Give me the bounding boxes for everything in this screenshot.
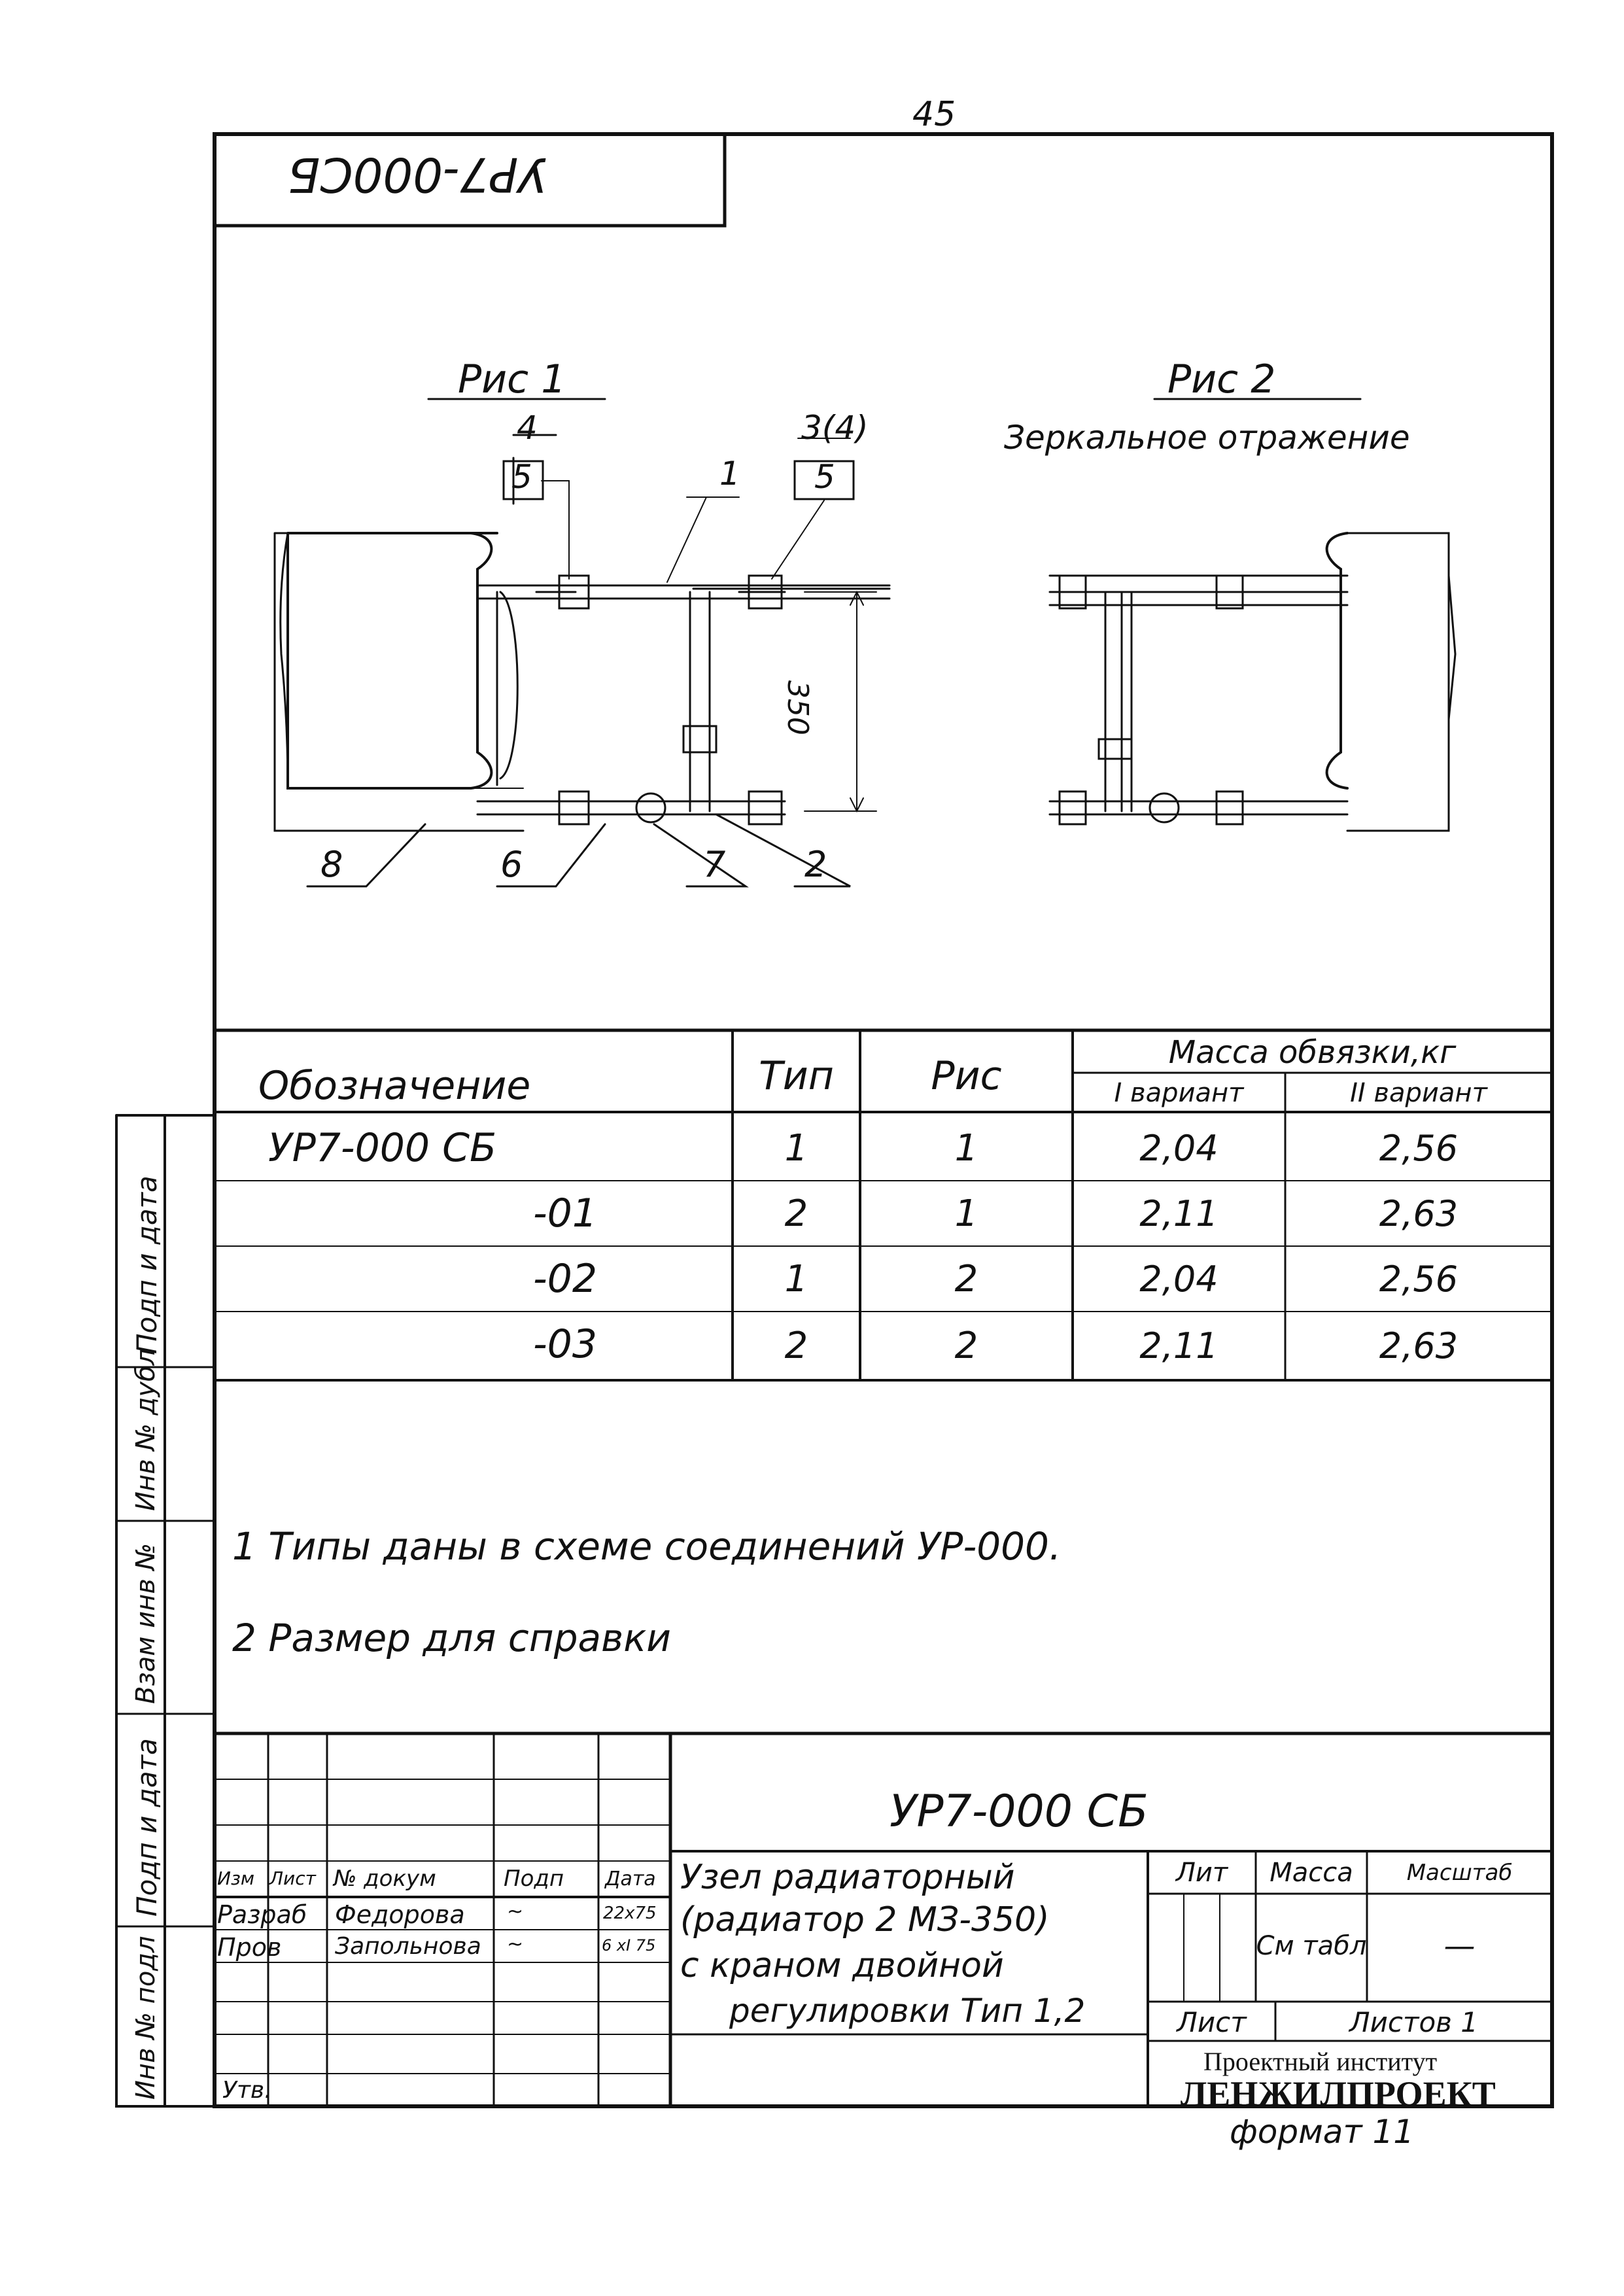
lit-label: Лит: [1175, 1857, 1228, 1888]
col-date: Дата: [605, 1868, 656, 1890]
side-stamp-original-inv: Инв № подл: [131, 1936, 161, 2100]
col-fig-header: Рис: [931, 1053, 1002, 1099]
row-mass-v2: 2,63: [1379, 1325, 1459, 1366]
callout-6: 6: [500, 844, 523, 885]
row-mass-v1: 2,04: [1139, 1258, 1218, 1300]
row-type: 2: [784, 1325, 808, 1367]
title-name-line-1: Узел радиаторный: [680, 1858, 1015, 1897]
row-fig: 2: [954, 1325, 978, 1367]
format-label: формат 11: [1230, 2113, 1415, 2151]
row-designation: -01: [533, 1191, 597, 1236]
org-line-1: Проектный институт: [1203, 2047, 1438, 2076]
sheets-label: Листов 1: [1349, 2006, 1478, 2038]
fig1-title: Рис 1: [458, 357, 566, 402]
row-designation: -03: [533, 1321, 597, 1367]
prov-date: 6 хI 75: [602, 1936, 656, 1955]
mirrored-drawing-code: УР7-000СБ: [288, 147, 547, 202]
row-type: 1: [784, 1126, 808, 1170]
col-mass-header: Масса обвязки,кг: [1168, 1034, 1457, 1071]
razrab-signature: ~: [507, 1900, 524, 1923]
row-designation: -02: [533, 1256, 597, 1302]
row-fig: 1: [954, 1192, 978, 1235]
title-block-code: УР7-000 СБ: [890, 1786, 1149, 1837]
title-name-line-2: (радиатор 2 МЗ-350): [680, 1900, 1050, 1939]
razrab-name: Федорова: [335, 1900, 465, 1929]
row-fig: 2: [954, 1257, 978, 1300]
fig2-subtitle: Зеркальное отражение: [1004, 419, 1410, 457]
side-stamp-dup-inv: Инв № дубл: [131, 1348, 161, 1511]
note-2: 2 Размер для справки: [232, 1616, 671, 1660]
scale-value: —: [1443, 1928, 1476, 1964]
fig2-title: Рис 2: [1167, 357, 1276, 402]
row-designation: УР7-000 СБ: [268, 1125, 497, 1171]
col-type-header: Тип: [759, 1053, 834, 1099]
prov-name: Запольнова: [335, 1933, 481, 1960]
callout-3-4: 3(4): [801, 409, 869, 447]
col-variant2-header: II вариант: [1350, 1078, 1487, 1108]
utv-role: Утв.: [222, 2077, 272, 2104]
callout-7: 7: [703, 844, 726, 885]
dimension-350: 350: [781, 680, 814, 735]
callout-1: 1: [719, 455, 740, 493]
sheet-label: Лист: [1177, 2006, 1247, 2038]
col-variant1-header: I вариант: [1114, 1078, 1244, 1108]
callout-8: 8: [320, 844, 343, 885]
mass-value: См табл: [1256, 1931, 1367, 1961]
prov-role: Пров: [217, 1933, 282, 1962]
side-stamp-replace-inv: Взам инв №: [131, 1542, 161, 1704]
row-mass-v2: 2,56: [1379, 1258, 1459, 1300]
row-mass-v1: 2,11: [1139, 1325, 1218, 1366]
col-designation-header: Обозначение: [258, 1063, 531, 1109]
row-fig: 1: [954, 1126, 978, 1170]
callout-4: 4: [517, 409, 538, 447]
title-name-line-3: с краном двойной: [680, 1946, 1004, 1985]
razrab-role: Разраб: [217, 1900, 307, 1929]
org-line-2: ЛЕНЖИЛПРОЕКТ: [1181, 2074, 1496, 2113]
col-sign: Подп: [504, 1866, 564, 1892]
col-doc: № докум: [334, 1866, 436, 1892]
row-mass-v2: 2,63: [1379, 1192, 1459, 1234]
title-name-line-4: регулировки Тип 1,2: [729, 1992, 1086, 2030]
row-type: 2: [784, 1192, 808, 1235]
row-mass-v1: 2,04: [1139, 1127, 1218, 1169]
col-izm: Изм: [217, 1868, 254, 1889]
prov-signature: ~: [507, 1933, 524, 1956]
side-stamp-sign-date-top: Подп и дата: [131, 1175, 163, 1354]
row-mass-v1: 2,11: [1139, 1192, 1218, 1234]
side-stamp-sign-date-bottom: Подп и дата: [131, 1738, 163, 1917]
page-number: 45: [912, 95, 956, 134]
callout-5-left: 5: [511, 458, 532, 496]
mass-label: Масса: [1270, 1857, 1353, 1888]
note-1: 1 Типы даны в схеме соединений УР-000.: [232, 1524, 1062, 1569]
razrab-date: 22х75: [603, 1904, 657, 1923]
callout-2: 2: [804, 844, 827, 885]
scale-label: Масштаб: [1406, 1859, 1513, 1886]
col-list: Лист: [269, 1868, 316, 1889]
row-type: 1: [784, 1257, 808, 1300]
callout-5-right: 5: [814, 458, 835, 496]
row-mass-v2: 2,56: [1379, 1127, 1459, 1169]
